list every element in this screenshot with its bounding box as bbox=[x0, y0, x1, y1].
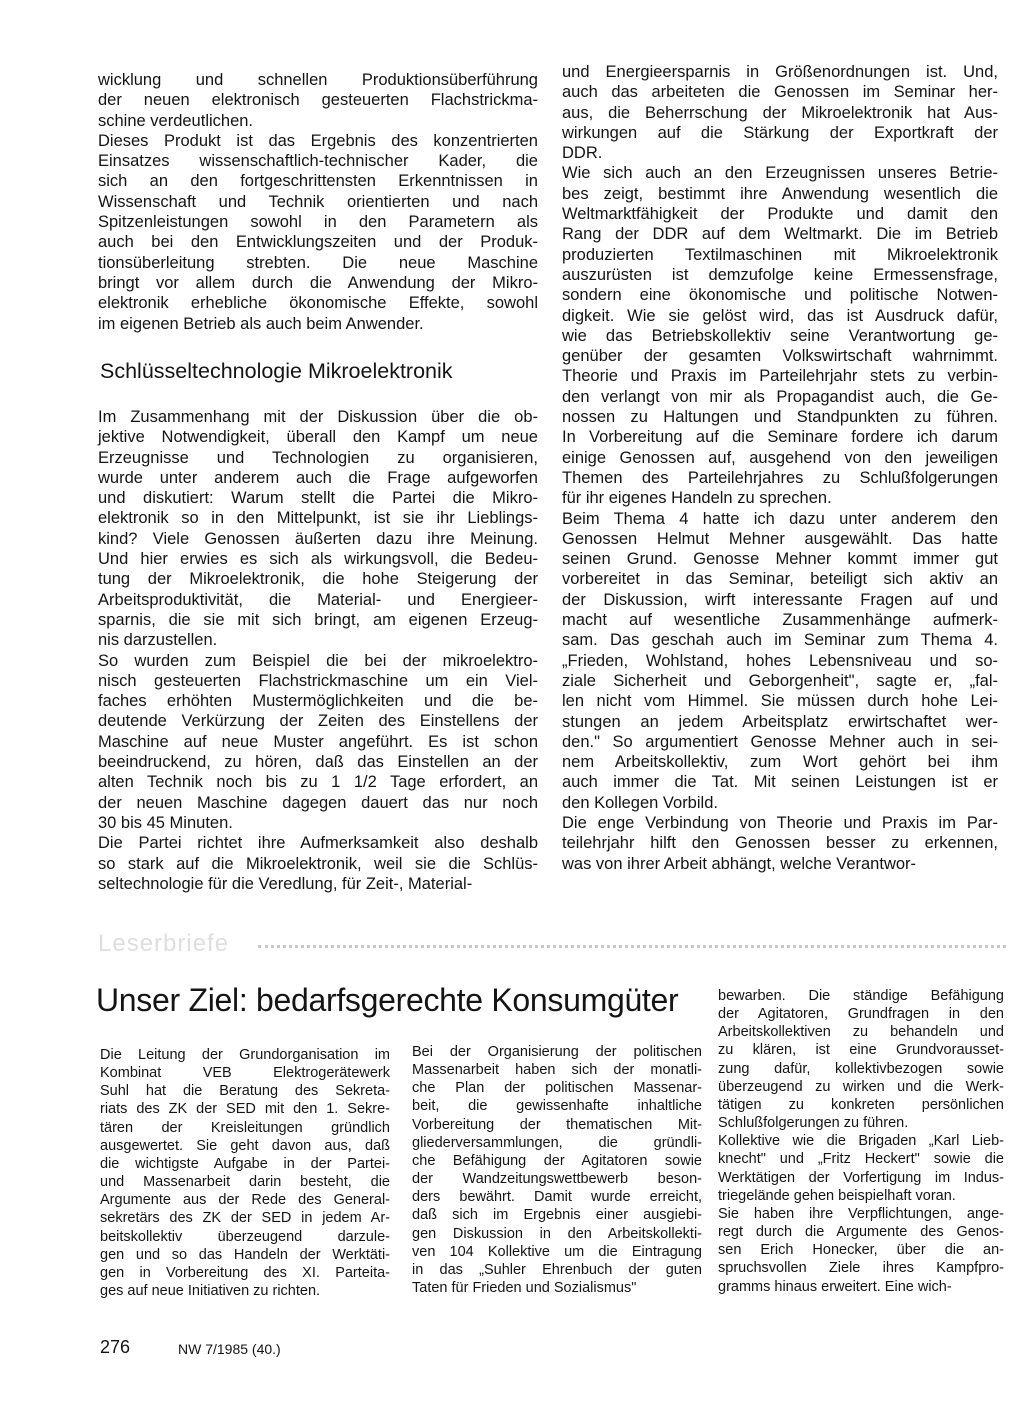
text-line: elektronik erhebliche ökonomische Effekte, sowohl bbox=[98, 294, 538, 313]
text-line: che Befähigung der Agitatoren sowie bbox=[412, 1152, 702, 1169]
text-line: Wissenschaft und Technik orientierten und nach bbox=[98, 192, 538, 211]
text-line: Maschine auf neue Muster angeführt. Es ist schon bbox=[98, 732, 538, 751]
text-line: Weltmarktfähigkeit der Produkte und damit den bbox=[562, 205, 998, 224]
issue-reference: NW 7/1985 (40.) bbox=[178, 1341, 281, 1357]
text-line: spruchsvollen Ziele ihres Kampfpro- bbox=[718, 1260, 1004, 1277]
text-line: genüber der gesamten Volkswirtschaft wahrnimmt. bbox=[562, 347, 998, 366]
text-line: wurde unter anderem auch die Frage aufgeworfen bbox=[98, 468, 538, 487]
text-line: Rang der DDR auf dem Weltmarkt. Die im Betrieb bbox=[562, 225, 998, 244]
text-line: Werktätigen der Vorfertigung im Indus- bbox=[718, 1169, 1004, 1186]
text-line: knecht" und „Fritz Heckert" sowie die bbox=[718, 1151, 1004, 1168]
text-line: in das „Suhler Ehrenbuch der guten bbox=[412, 1261, 702, 1278]
text-line: der neuen Maschine dagegen dauert das nur noch bbox=[98, 793, 538, 812]
text-line: und diskutiert: Warum stellt die Partei die Mikro- bbox=[98, 489, 538, 508]
text-line: alten Technik noch bis zu 1 1/2 Tage erfordert, an bbox=[98, 773, 538, 792]
text-line: beitskollektiv überzeugend darzule- bbox=[100, 1228, 390, 1245]
text-line: Arbeitskollektiven zu behandeln und bbox=[718, 1024, 1004, 1041]
text-line: kind? Viele Genossen äußerten dazu ihre Meinung. bbox=[98, 529, 538, 548]
text-line: len nicht vom Himmel. Sie müssen durch hohe Lei- bbox=[562, 692, 998, 711]
text-line: ausgewertet. Sie geht davon aus, daß bbox=[100, 1137, 390, 1154]
text-line: Arbeitsproduktivität, die Material- und Energieer- bbox=[98, 590, 538, 609]
text-line: aus, die Beherrschung der Mikroelektronik hat Aus- bbox=[562, 103, 998, 122]
text-line: gen und so das Handeln der Werktäti- bbox=[100, 1246, 390, 1263]
text-line: Argumente aus der Rede des General- bbox=[100, 1192, 390, 1209]
text-line: Schlußfolgerungen zu führen. bbox=[718, 1115, 909, 1132]
text-line: tären der Kreisleitungen gründlich bbox=[100, 1119, 390, 1136]
text-line: sich an den fortgeschrittensten Erkenntnissen in bbox=[98, 172, 538, 191]
text-line: den verlangt von mir als Propagandist auch, die Ge- bbox=[562, 387, 998, 406]
text-line: deutende Verkürzung der Zeiten des Einstellens der bbox=[98, 712, 538, 731]
text-line: und Massenarbeit darin besteht, die bbox=[100, 1174, 390, 1191]
text-line: tionsüberleitung strebten. Die neue Maschine bbox=[98, 253, 538, 272]
text-line: Taten für Frieden und Sozialismus" bbox=[412, 1280, 637, 1297]
text-line: Theorie und Praxis im Parteilehrjahr stets zu verbin- bbox=[562, 367, 998, 386]
text-line: nisch gesteuerten Flachstrickmaschine um ein Viel- bbox=[98, 671, 538, 690]
text-line: sondern eine ökonomische und politische Notwen- bbox=[562, 286, 998, 305]
text-line: überzeugend zu wirken und die Werk- bbox=[718, 1078, 1004, 1095]
section-heading: Schlüsseltechnologie Mikroelektronik bbox=[100, 359, 453, 383]
text-line: regt durch die Argumente des Genos- bbox=[718, 1224, 1004, 1241]
text-line: elektronik so in den Mittelpunkt, ist sie ihr Lieblings- bbox=[98, 509, 538, 528]
text-line: jektive Notwendigkeit, überall den Kampf um neue bbox=[98, 428, 538, 447]
text-line: DDR. bbox=[562, 144, 603, 163]
text-line: digkeit. Wie sie gelöst wird, das ist Ausdruck dafür, bbox=[562, 306, 998, 325]
text-line: Und hier erwies es sich als wirkungsvoll, die Bedeu- bbox=[98, 550, 538, 569]
text-line: vorbereitet in das Seminar, beteiligt sich aktiv an bbox=[562, 570, 998, 589]
text-line: tätigen zu konkreten persönlichen bbox=[718, 1096, 1004, 1113]
text-line: sam. Das geschah auch im Seminar zum Thema 4. bbox=[562, 631, 998, 650]
text-line: beit, die gewissenhafte inhaltliche bbox=[412, 1098, 702, 1115]
text-line: und Energieersparnis in Größenordnungen ist. Und, bbox=[562, 63, 998, 81]
text-line: wie das Betriebskollektiv seine Verantwortung ge- bbox=[562, 326, 998, 345]
text-line: der Agitatoren, Grundfragen in den bbox=[718, 1006, 1004, 1023]
text-line: Themen des Parteilehrjahres zu Schlußfolgerungen bbox=[562, 468, 998, 487]
text-line: Die Leitung der Grundorganisation im bbox=[100, 1047, 390, 1063]
text-line: so stark auf die Mikroelektronik, weil sie die Schlüs- bbox=[98, 854, 538, 873]
text-line: der Wandzeitungswettbewerb beson- bbox=[412, 1171, 702, 1188]
text-line: den." So argumentiert Genosse Mehner auch in sei- bbox=[562, 732, 998, 751]
text-line: riats des ZK der SED mit den 1. Sekre- bbox=[100, 1101, 390, 1118]
rubric-divider bbox=[258, 945, 1006, 948]
text-line: sekretärs des ZK der SED in jedem Ar- bbox=[100, 1210, 390, 1227]
text-line: nis darzustellen. bbox=[98, 631, 218, 650]
text-line: was von ihrer Arbeit abhängt, welche Verantwor- bbox=[562, 854, 917, 873]
text-line: sparnis, die sie mit sich bringt, am eigenen Erzeug- bbox=[98, 610, 538, 629]
letter-column-1 bbox=[100, 1046, 390, 1300]
text-line: Kollektive wie die Brigaden „Karl Lieb- bbox=[718, 1133, 1004, 1150]
text-line: Genossen Helmut Mehner ausgewählt. Das hatte bbox=[562, 529, 998, 548]
text-line: die wichtigste Aufgabe in der Partei- bbox=[100, 1155, 390, 1172]
text-line: Einsatzes wissenschaftlich-technischer Kader, die bbox=[98, 152, 538, 171]
text-line: im eigenen Betrieb als auch beim Anwender. bbox=[98, 314, 424, 333]
text-line: macht auf wesentliche Zusammenhänge aufmerk- bbox=[562, 611, 998, 630]
text-line: zung dafür, kollektivbezogen sowie bbox=[718, 1060, 1004, 1077]
text-line: sen Erich Honecker, über die an- bbox=[718, 1242, 1004, 1259]
text-line: Bei der Organisierung der politischen bbox=[412, 1044, 702, 1060]
text-line: bewarben. Die ständige Befähigung bbox=[718, 988, 1004, 1004]
text-line: ven 104 Kollektive um die Eintragung bbox=[412, 1243, 702, 1260]
text-line: stungen an jedem Arbeitsplatz erwirtschaftet wer- bbox=[562, 712, 998, 731]
text-line: Sie haben ihre Verpflichtungen, ange- bbox=[718, 1205, 1004, 1222]
text-line: Spitzenleistungen sowohl in den Parametern als bbox=[98, 213, 538, 232]
article-column-left-continued bbox=[98, 407, 538, 894]
text-line: produzierten Textilmaschinen mit Mikroelektronik bbox=[562, 245, 998, 264]
text-line: gen in Vorbereitung des XI. Parteita- bbox=[100, 1264, 390, 1281]
text-line: auch immer die Tat. Mit seinen Leistungen ist er bbox=[562, 773, 998, 792]
text-line: 30 bis 45 Minuten. bbox=[98, 813, 233, 832]
text-line: gen Diskussion in den Arbeitskollekti- bbox=[412, 1225, 702, 1242]
letter-title: Unser Ziel: bedarfsgerechte Konsumgüter bbox=[96, 982, 679, 1018]
text-line: So wurden zum Beispiel die bei der mikroelektro- bbox=[98, 651, 538, 670]
text-line: nossen zu Haltungen und Standpunkten zu führen. bbox=[562, 408, 998, 427]
text-line: In Vorbereitung auf die Seminare fordere ich darum bbox=[562, 428, 998, 447]
article-column-top-left bbox=[98, 70, 538, 334]
text-line: Beim Thema 4 hatte ich dazu unter anderem den bbox=[562, 509, 998, 528]
text-line: Massenarbeit haben sich der monatli- bbox=[412, 1062, 702, 1079]
text-line: der neuen elektronisch gesteuerten Flachstrickma- bbox=[98, 91, 538, 110]
article-column-top-right bbox=[562, 62, 998, 874]
letter-column-3 bbox=[718, 987, 1004, 1296]
text-line: auch das arbeiteten die Genossen im Seminar her- bbox=[562, 83, 998, 102]
rubric-label: Leserbriefe bbox=[98, 930, 230, 957]
letter-column-2 bbox=[412, 1043, 702, 1297]
text-line: auch bei den Entwicklungszeiten und der Produk- bbox=[98, 233, 538, 252]
text-line: teilehrjahr hilft den Genossen besser zu erkennen, bbox=[562, 834, 998, 853]
text-line: Kombinat VEB Elektrogerätewerk bbox=[100, 1065, 390, 1082]
text-line: „Frieden, Wohlstand, hohes Lebensniveau und so- bbox=[562, 651, 998, 670]
text-line: wirkungen auf die Stärkung der Exportkraft der bbox=[562, 123, 998, 142]
text-line: daß sich im Ergebnis einer ausgiebi- bbox=[412, 1207, 702, 1224]
text-line: wicklung und schnellen Produktionsüberführung bbox=[98, 71, 538, 89]
text-line: ders bewährt. Damit wurde erreicht, bbox=[412, 1189, 702, 1206]
text-line: auszurüsten ist demzufolge keine Ermessensfrage, bbox=[562, 265, 998, 284]
text-line: ges auf neue Initiativen zu richten. bbox=[100, 1283, 321, 1300]
text-line: der Diskussion, wirft interessante Fragen auf und bbox=[562, 590, 998, 609]
text-line: beeindruckend, zu hören, daß das Einstellen an der bbox=[98, 753, 538, 772]
text-line: für ihr eigenes Handeln zu sprechen. bbox=[562, 489, 832, 508]
text-line: Vorbereitung der thematischen Mit- bbox=[412, 1116, 702, 1133]
text-line: seltechnologie für die Veredlung, für Zeit-, Material- bbox=[98, 874, 473, 893]
text-line: triegelände gehen beispielhaft voran. bbox=[718, 1187, 956, 1204]
text-line: zu klären, ist eine Grundvorausset- bbox=[718, 1042, 1004, 1059]
text-line: schine verdeutlichen. bbox=[98, 111, 254, 130]
text-line: seinen Grund. Genosse Mehner kommt immer gut bbox=[562, 550, 998, 569]
text-line: einige Genossen auf, ausgehend von den jeweiligen bbox=[562, 448, 998, 467]
text-line: den Kollegen Vorbild. bbox=[562, 793, 718, 812]
text-line: che Plan der politischen Massenar- bbox=[412, 1080, 702, 1097]
text-line: gliederversammlungen, die gründli- bbox=[412, 1134, 702, 1151]
text-line: Im Zusammenhang mit der Diskussion über die ob- bbox=[98, 408, 538, 426]
text-line: Erzeugnisse und Technologien zu organisieren, bbox=[98, 448, 538, 467]
page-number: 276 bbox=[100, 1337, 131, 1357]
text-line: Suhl hat die Beratung des Sekreta- bbox=[100, 1083, 390, 1100]
text-line: Die enge Verbindung von Theorie und Praxis im Par- bbox=[562, 813, 998, 832]
text-line: Dieses Produkt ist das Ergebnis des konzentrierten bbox=[98, 131, 538, 150]
text-line: gramms hinaus erweitert. Eine wich- bbox=[718, 1278, 952, 1295]
text-line: nem Arbeitskollektiv, zum Wort gehört bei ihm bbox=[562, 753, 998, 772]
text-line: bringt vor allem durch die Anwendung der Mikro- bbox=[98, 273, 538, 292]
text-line: tung der Mikroelektronik, die hohe Steigerung der bbox=[98, 570, 538, 589]
text-line: Die Partei richtet ihre Aufmerksamkeit also deshalb bbox=[98, 834, 538, 853]
text-line: ziale Sicherheit und Geborgenheit", sagte er, „fal- bbox=[562, 671, 998, 690]
text-line: Wie sich auch an den Erzeugnissen unseres Betrie- bbox=[562, 164, 998, 183]
text-line: faches erhöhten Mustermöglichkeiten und die be- bbox=[98, 692, 538, 711]
text-line: bes zeigt, bestimmt ihre Anwendung wesentlich die bbox=[562, 184, 998, 203]
